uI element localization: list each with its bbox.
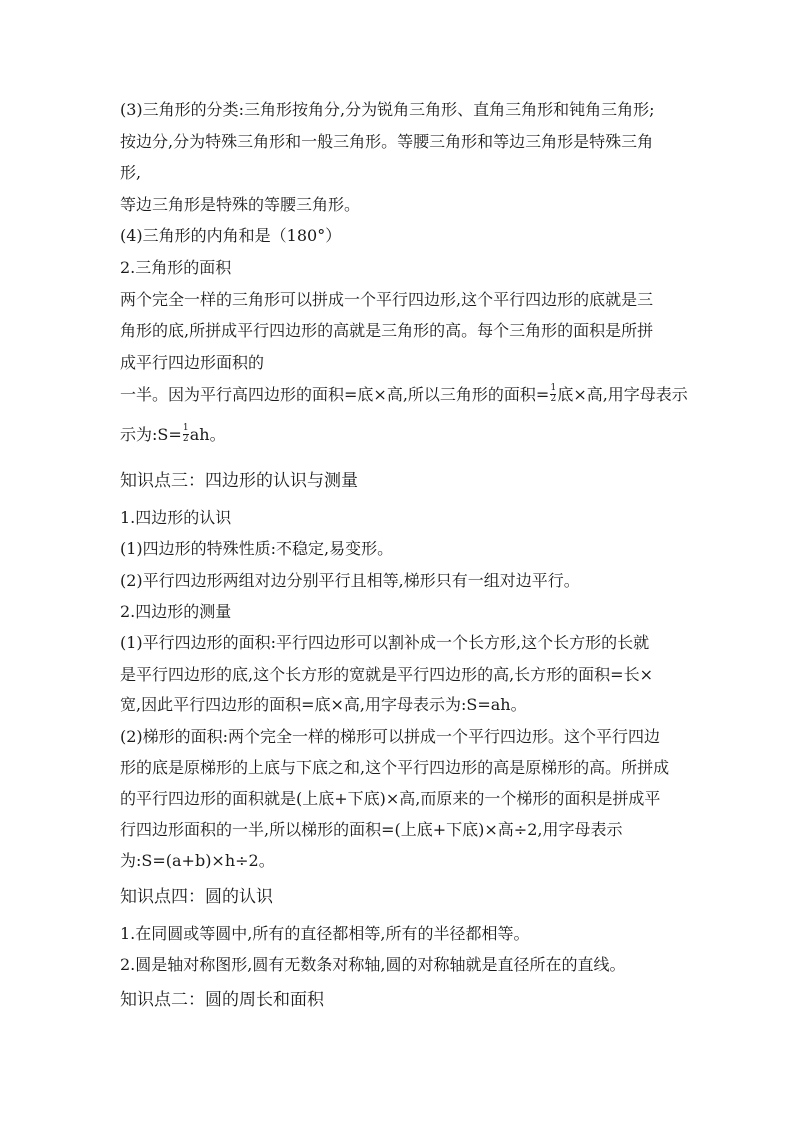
text-line: 成平行四边形面积的 — [120, 353, 265, 372]
section-heading: 知识点四：圆的认识 — [120, 887, 273, 907]
text-line: 为:S=(a+b)×h÷2。 — [120, 851, 275, 870]
text-line: (1)平行四边形的面积:平行四边形可以割补成一个长方形,这个长方形的长就 — [120, 633, 650, 652]
text-line: 角形的底,所拼成平行四边形的高就是三角形的高。每个三角形的面积是所拼 — [120, 321, 654, 340]
formula-line — [120, 384, 690, 406]
formula-text-after: 底×高,用字母表示 — [557, 385, 688, 404]
fraction-one-half: $\frac{1}{2}$ — [550, 383, 557, 404]
text-line: 形的底是原梯形的上底与下底之和,这个平行四边形的高是原梯形的高。所拼成 — [120, 758, 670, 777]
formula-line — [120, 424, 690, 446]
text-line: (3)三角形的分类:三角形按角分,分为锐角三角形、直角三角形和钝角三角形; — [120, 100, 655, 119]
text-line: 按边分,分为特殊三角形和一般三角形。等腰三角形和等边三角形是特殊三角 — [120, 132, 654, 151]
text-line: (2)梯形的面积:两个完全一样的梯形可以拼成一个平行四边形。这个平行四边 — [120, 727, 661, 746]
text-line: 两个完全一样的三角形可以拼成一个平行四边形,这个平行四边形的底就是三 — [120, 290, 654, 309]
text-line: (2)平行四边形两组对边分别平行且相等,梯形只有一组对边平行。 — [120, 571, 580, 590]
text-line: 1.四边形的认识 — [120, 508, 232, 527]
formula-text-after: ah。 — [189, 425, 226, 444]
section-heading: 知识点三：四边形的认识与测量 — [120, 471, 358, 491]
text-line: 2.圆是轴对称图形,圆有无数条对称轴,圆的对称轴就是直径所在的直线。 — [120, 955, 626, 974]
text-line: (4)三角形的内角和是（180°） — [120, 226, 342, 245]
formula-text-before: 示为:S= — [120, 425, 182, 444]
text-line: 宽,因此平行四边形的面积=底×高,用字母表示为:S=ah。 — [120, 695, 527, 714]
section-heading: 知识点二：圆的周长和面积 — [120, 990, 324, 1010]
text-line: (1)四边形的特殊性质:不稳定,易变形。 — [120, 539, 394, 558]
text-line: 1.在同圆或等圆中,所有的直径都相等,所有的半径都相等。 — [120, 924, 530, 943]
text-line: 2.四边形的测量 — [120, 602, 232, 621]
text-line: 2.三角形的面积 — [120, 258, 232, 277]
fraction-one-half: $\frac{1}{2}$ — [182, 423, 189, 444]
text-line: 等边三角形是特殊的等腰三角形。 — [120, 195, 361, 214]
text-line: 行四边形面积的一半,所以梯形的面积=(上底+下底)×高÷2,用字母表示 — [120, 820, 623, 839]
text-line: 形, — [120, 163, 142, 182]
text-line: 是平行四边形的底,这个长方形的宽就是平行四边形的高,长方形的面积=长× — [120, 665, 653, 684]
text-line: 的平行四边形的面积就是(上底+下底)×高,而原来的一个梯形的面积是拼成平 — [120, 789, 661, 808]
formula-text-before: 一半。因为平行高四边形的面积=底×高,所以三角形的面积= — [120, 385, 550, 404]
